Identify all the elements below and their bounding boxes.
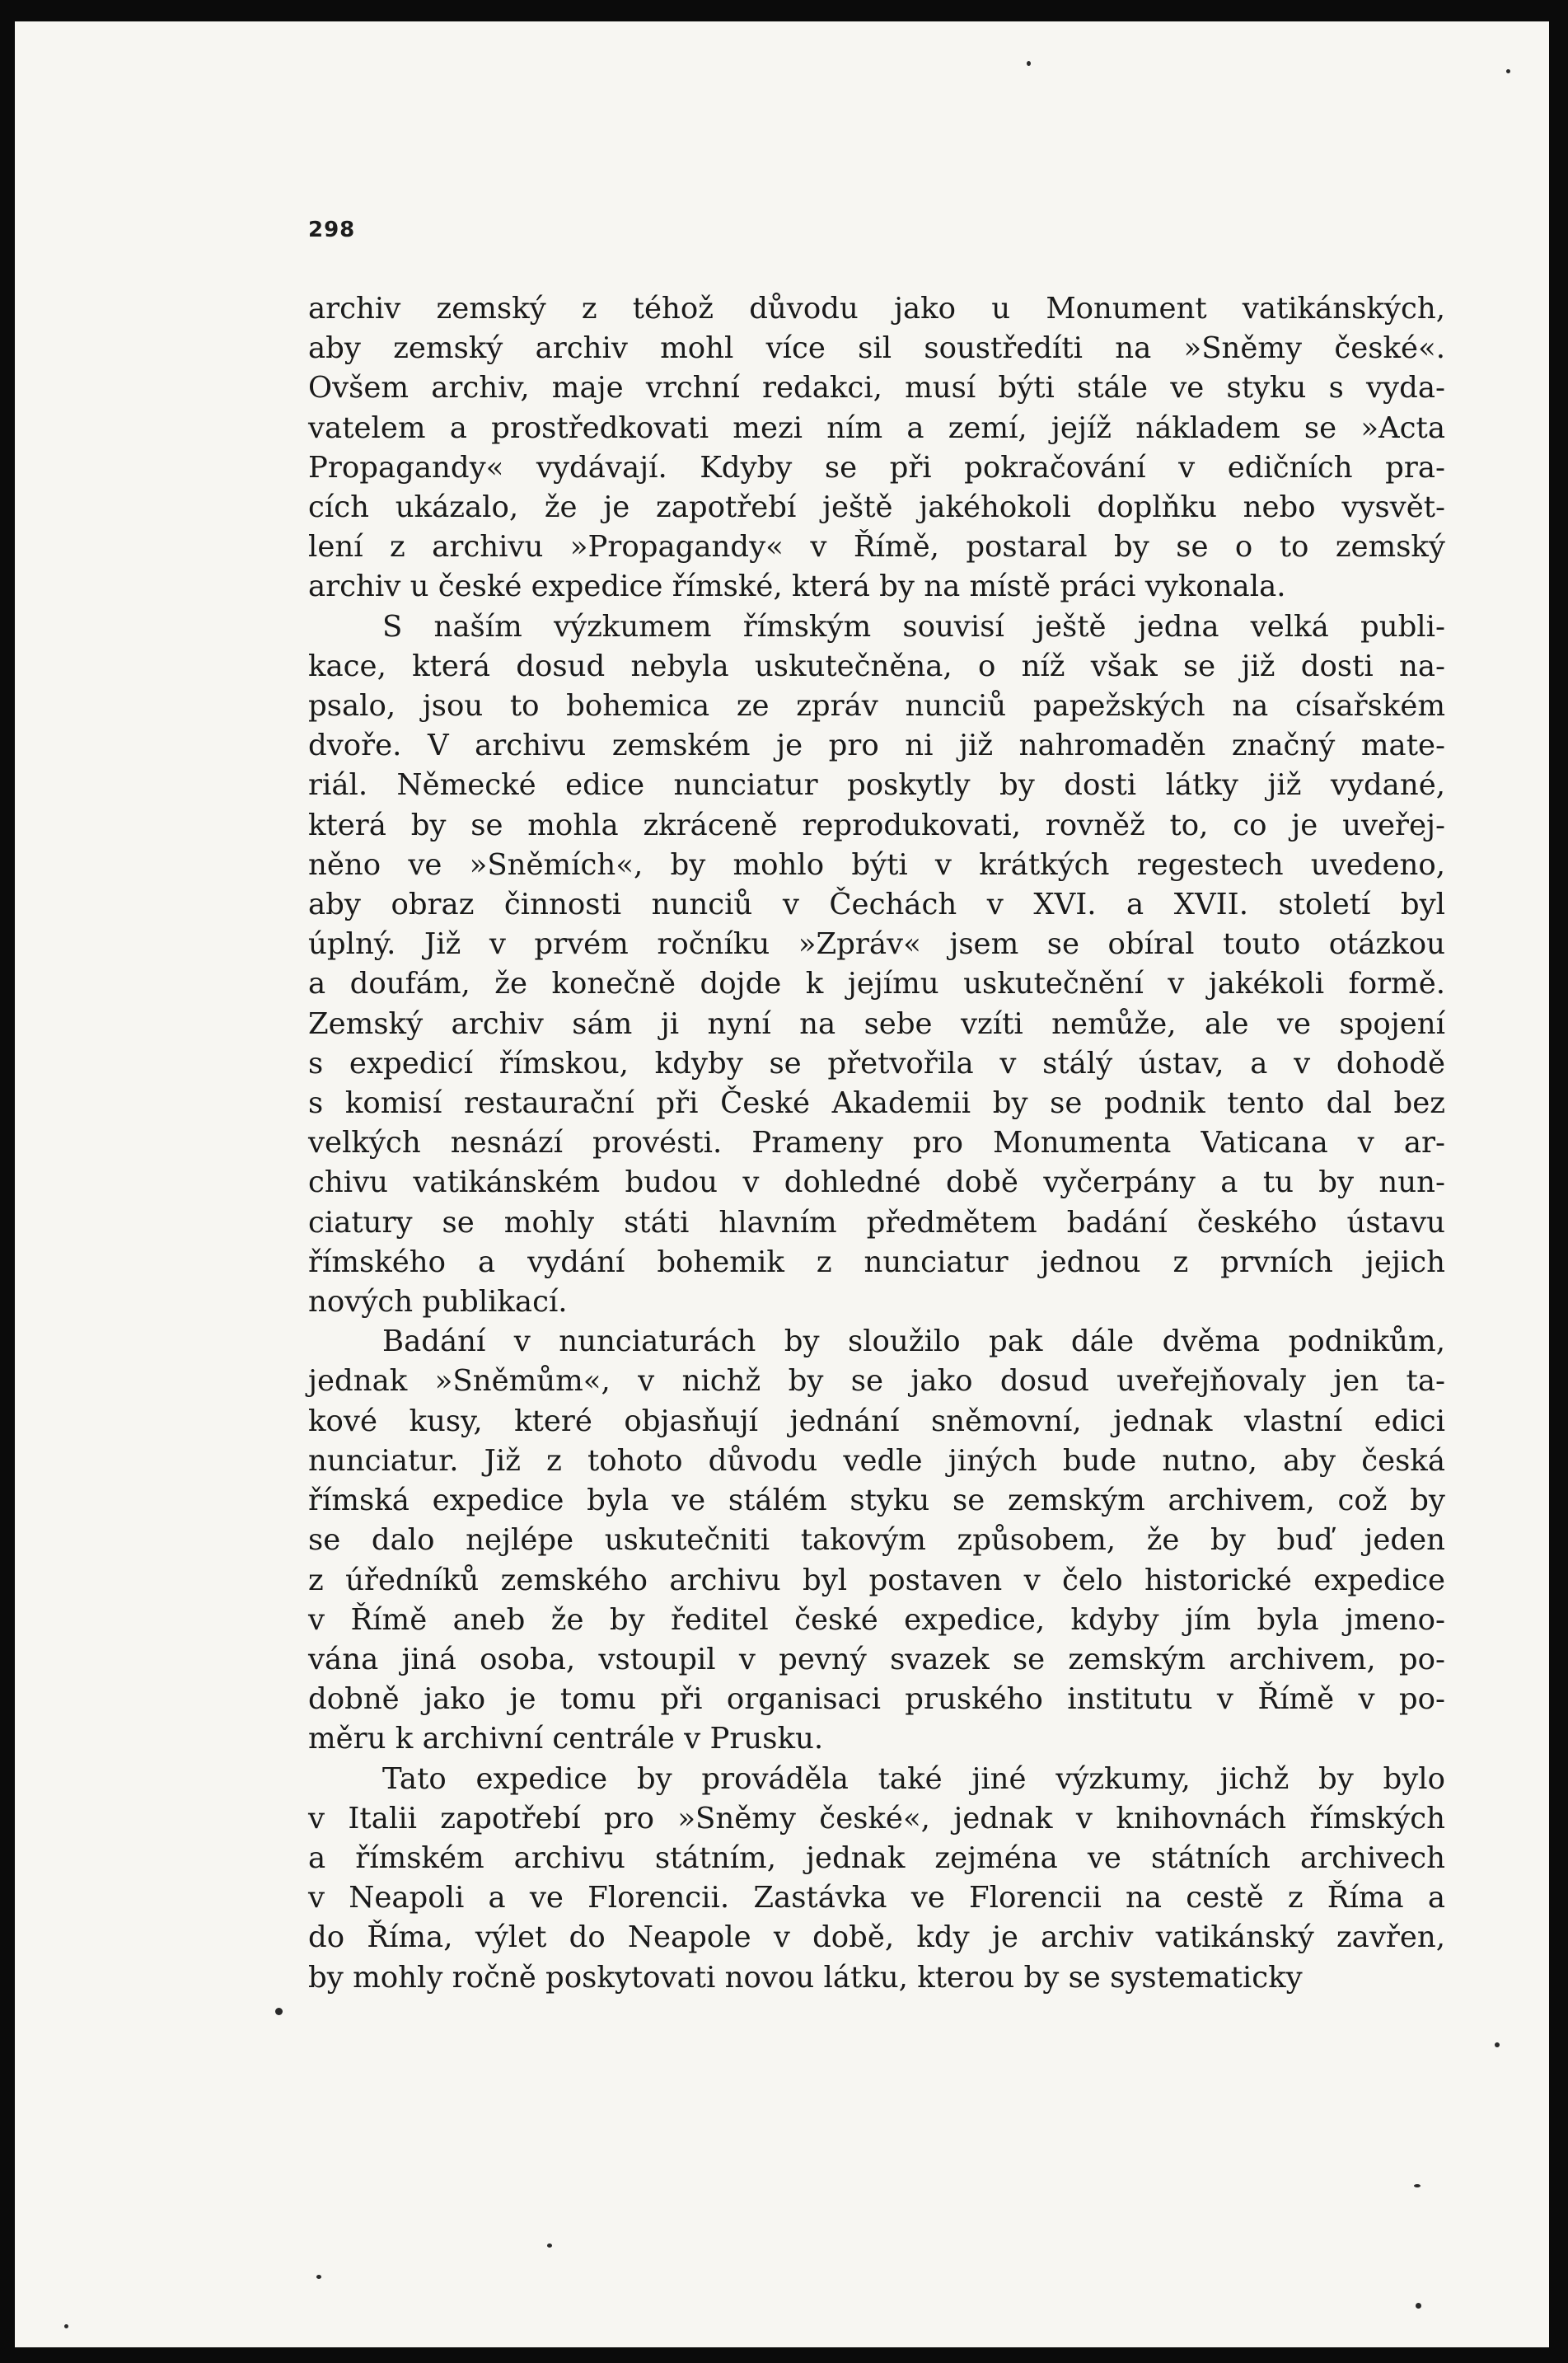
text-line: Badání v nunciaturách by sloužilo pak dále dvěma podnikům, <box>382 1324 1445 1359</box>
text-line: se dalo nejlépe uskutečniti takovým způsobem, že by buď jeden <box>308 1523 1445 1558</box>
scan-speck <box>1027 61 1031 66</box>
text-line: vána jiná osoba, vstoupil v pevný svazek se zemským archivem, po- <box>308 1642 1445 1676</box>
text-line: chivu vatikánském budou v dohledné době vyčerpány a tu by nun- <box>308 1165 1445 1200</box>
text-line: s expedicí římskou, kdyby se přetvořila v stálý ústav, a v dohodě <box>308 1046 1445 1081</box>
scan-speck <box>316 2275 321 2279</box>
text-line: něno ve »Sněmích«, by mohlo býti v krátkých regestech uvedeno, <box>308 847 1445 882</box>
text-line: Propagandy« vydávají. Kdyby se při pokračování v edičních pra- <box>308 450 1445 485</box>
text-line: měru k archivní centrále v Prusku. <box>308 1722 824 1756</box>
scan-speck <box>64 2324 68 2328</box>
text-line: jednak »Sněmům«, v nichž by se jako dosud uveřejňovaly jen ta- <box>308 1364 1445 1399</box>
text-line: dvoře. V archivu zemském je pro ni již nahromaděn značný mate- <box>308 729 1445 763</box>
text-line: římského a vydání bohemik z nunciatur jednou z prvních jejich <box>308 1245 1445 1279</box>
text-line: archiv u české expedice římské, která by na místě práci vykonala. <box>308 570 1286 604</box>
paragraph <box>308 1322 1445 1759</box>
text-line: v Neapoli a ve Florencii. Zastávka ve Florencii na cestě z Říma a <box>308 1881 1445 1915</box>
text-line: ciatury se mohly státi hlavním předmětem badání českého ústavu <box>308 1205 1445 1240</box>
text-line: by mohly ročně poskytovati novou látku, kterou by se systematicky <box>308 1960 1303 1995</box>
text-line: z úředníků zemského archivu byl postaven v čelo historické expedice <box>308 1563 1445 1597</box>
text-line: a římském archivu státním, jednak zejména ve státních archivech <box>308 1840 1445 1875</box>
scan-speck <box>1416 2303 1421 2309</box>
text-line: nových publikací. <box>308 1285 568 1320</box>
text-line: velkých nesnází provésti. Prameny pro Monumenta Vaticana v ar- <box>308 1126 1445 1160</box>
text-line: riál. Německé edice nunciatur poskytly by dosti látky již vydané, <box>308 768 1445 803</box>
scan-speck <box>1506 69 1510 73</box>
text-line: s komisí restaurační při České Akademii by se podnik tento dal bez <box>308 1086 1445 1121</box>
paragraph <box>308 289 1445 607</box>
scanned-page <box>15 21 1549 2347</box>
text-line: která by se mohla zkráceně reprodukovati, rovněž to, co je uveřej- <box>308 808 1445 842</box>
scan-speck <box>1414 2184 1421 2187</box>
text-line: v Římě aneb že by ředitel české expedice, kdyby jím byla jmeno- <box>308 1602 1445 1637</box>
text-line: nunciatur. Již z tohoto důvodu vedle jiných bude nutno, aby česká <box>308 1443 1445 1478</box>
text-line: psalo, jsou to bohemica ze zpráv nunciů papežských na císařském <box>308 689 1445 724</box>
text-line: dobně jako je tomu při organisaci pruského institutu v Římě v po- <box>308 1682 1445 1717</box>
text-line: vatelem a prostředkovati mezi ním a zemí, jejíž nákladem se »Acta <box>308 410 1445 445</box>
text-line: kové kusy, které objasňují jednání sněmovní, jednak vlastní edici <box>308 1404 1445 1438</box>
paragraph <box>308 607 1445 1323</box>
text-line: cích ukázalo, že je zapotřebí ještě jakéhokoli doplňku nebo vysvět- <box>308 490 1445 525</box>
scan-speck <box>547 2243 552 2248</box>
text-line: v Italii zapotřebí pro »Sněmy české«, jednak v knihovnách římských <box>308 1801 1445 1836</box>
scan-speck <box>1495 2042 1500 2047</box>
text-line: úplný. Již v prvém ročníku »Zpráv« jsem se obíral touto otázkou <box>308 927 1445 962</box>
text-line: do Říma, výlet do Neapole v době, kdy je archiv vatikánský zavřen, <box>308 1920 1445 1955</box>
text-line: Ovšem archiv, maje vrchní redakci, musí býti stále ve styku s vyda- <box>308 371 1445 406</box>
text-line: Zemský archiv sám ji nyní na sebe vzíti nemůže, ale ve spojení <box>308 1006 1445 1041</box>
text-line: Tato expedice by prováděla také jiné výzkumy, jichž by bylo <box>382 1761 1445 1796</box>
text-line: S naším výzkumem římským souvisí ještě jedna velká publi- <box>382 609 1445 644</box>
page-number: 298 <box>308 218 356 242</box>
text-line: kace, která dosud nebyla uskutečněna, o níž však se již dosti na- <box>308 649 1445 683</box>
text-line: římská expedice byla ve stálém styku se zemským archivem, což by <box>308 1484 1445 1518</box>
body-text <box>308 289 1445 1998</box>
scan-speck <box>275 2008 283 2015</box>
text-line: a doufám, že konečně dojde k jejímu uskutečnění v jakékoli formě. <box>308 967 1445 1001</box>
text-line: archiv zemský z téhož důvodu jako u Monument vatikánských, <box>308 292 1445 326</box>
paragraph <box>308 1760 1445 1998</box>
text-line: lení z archivu »Propagandy« v Římě, postaral by se o to zemský <box>308 530 1445 565</box>
text-line: aby zemský archiv mohl více sil soustředíti na »Sněmy české«. <box>308 331 1445 366</box>
text-line: aby obraz činnosti nunciů v Čechách v XVI. a XVII. století byl <box>308 888 1445 922</box>
